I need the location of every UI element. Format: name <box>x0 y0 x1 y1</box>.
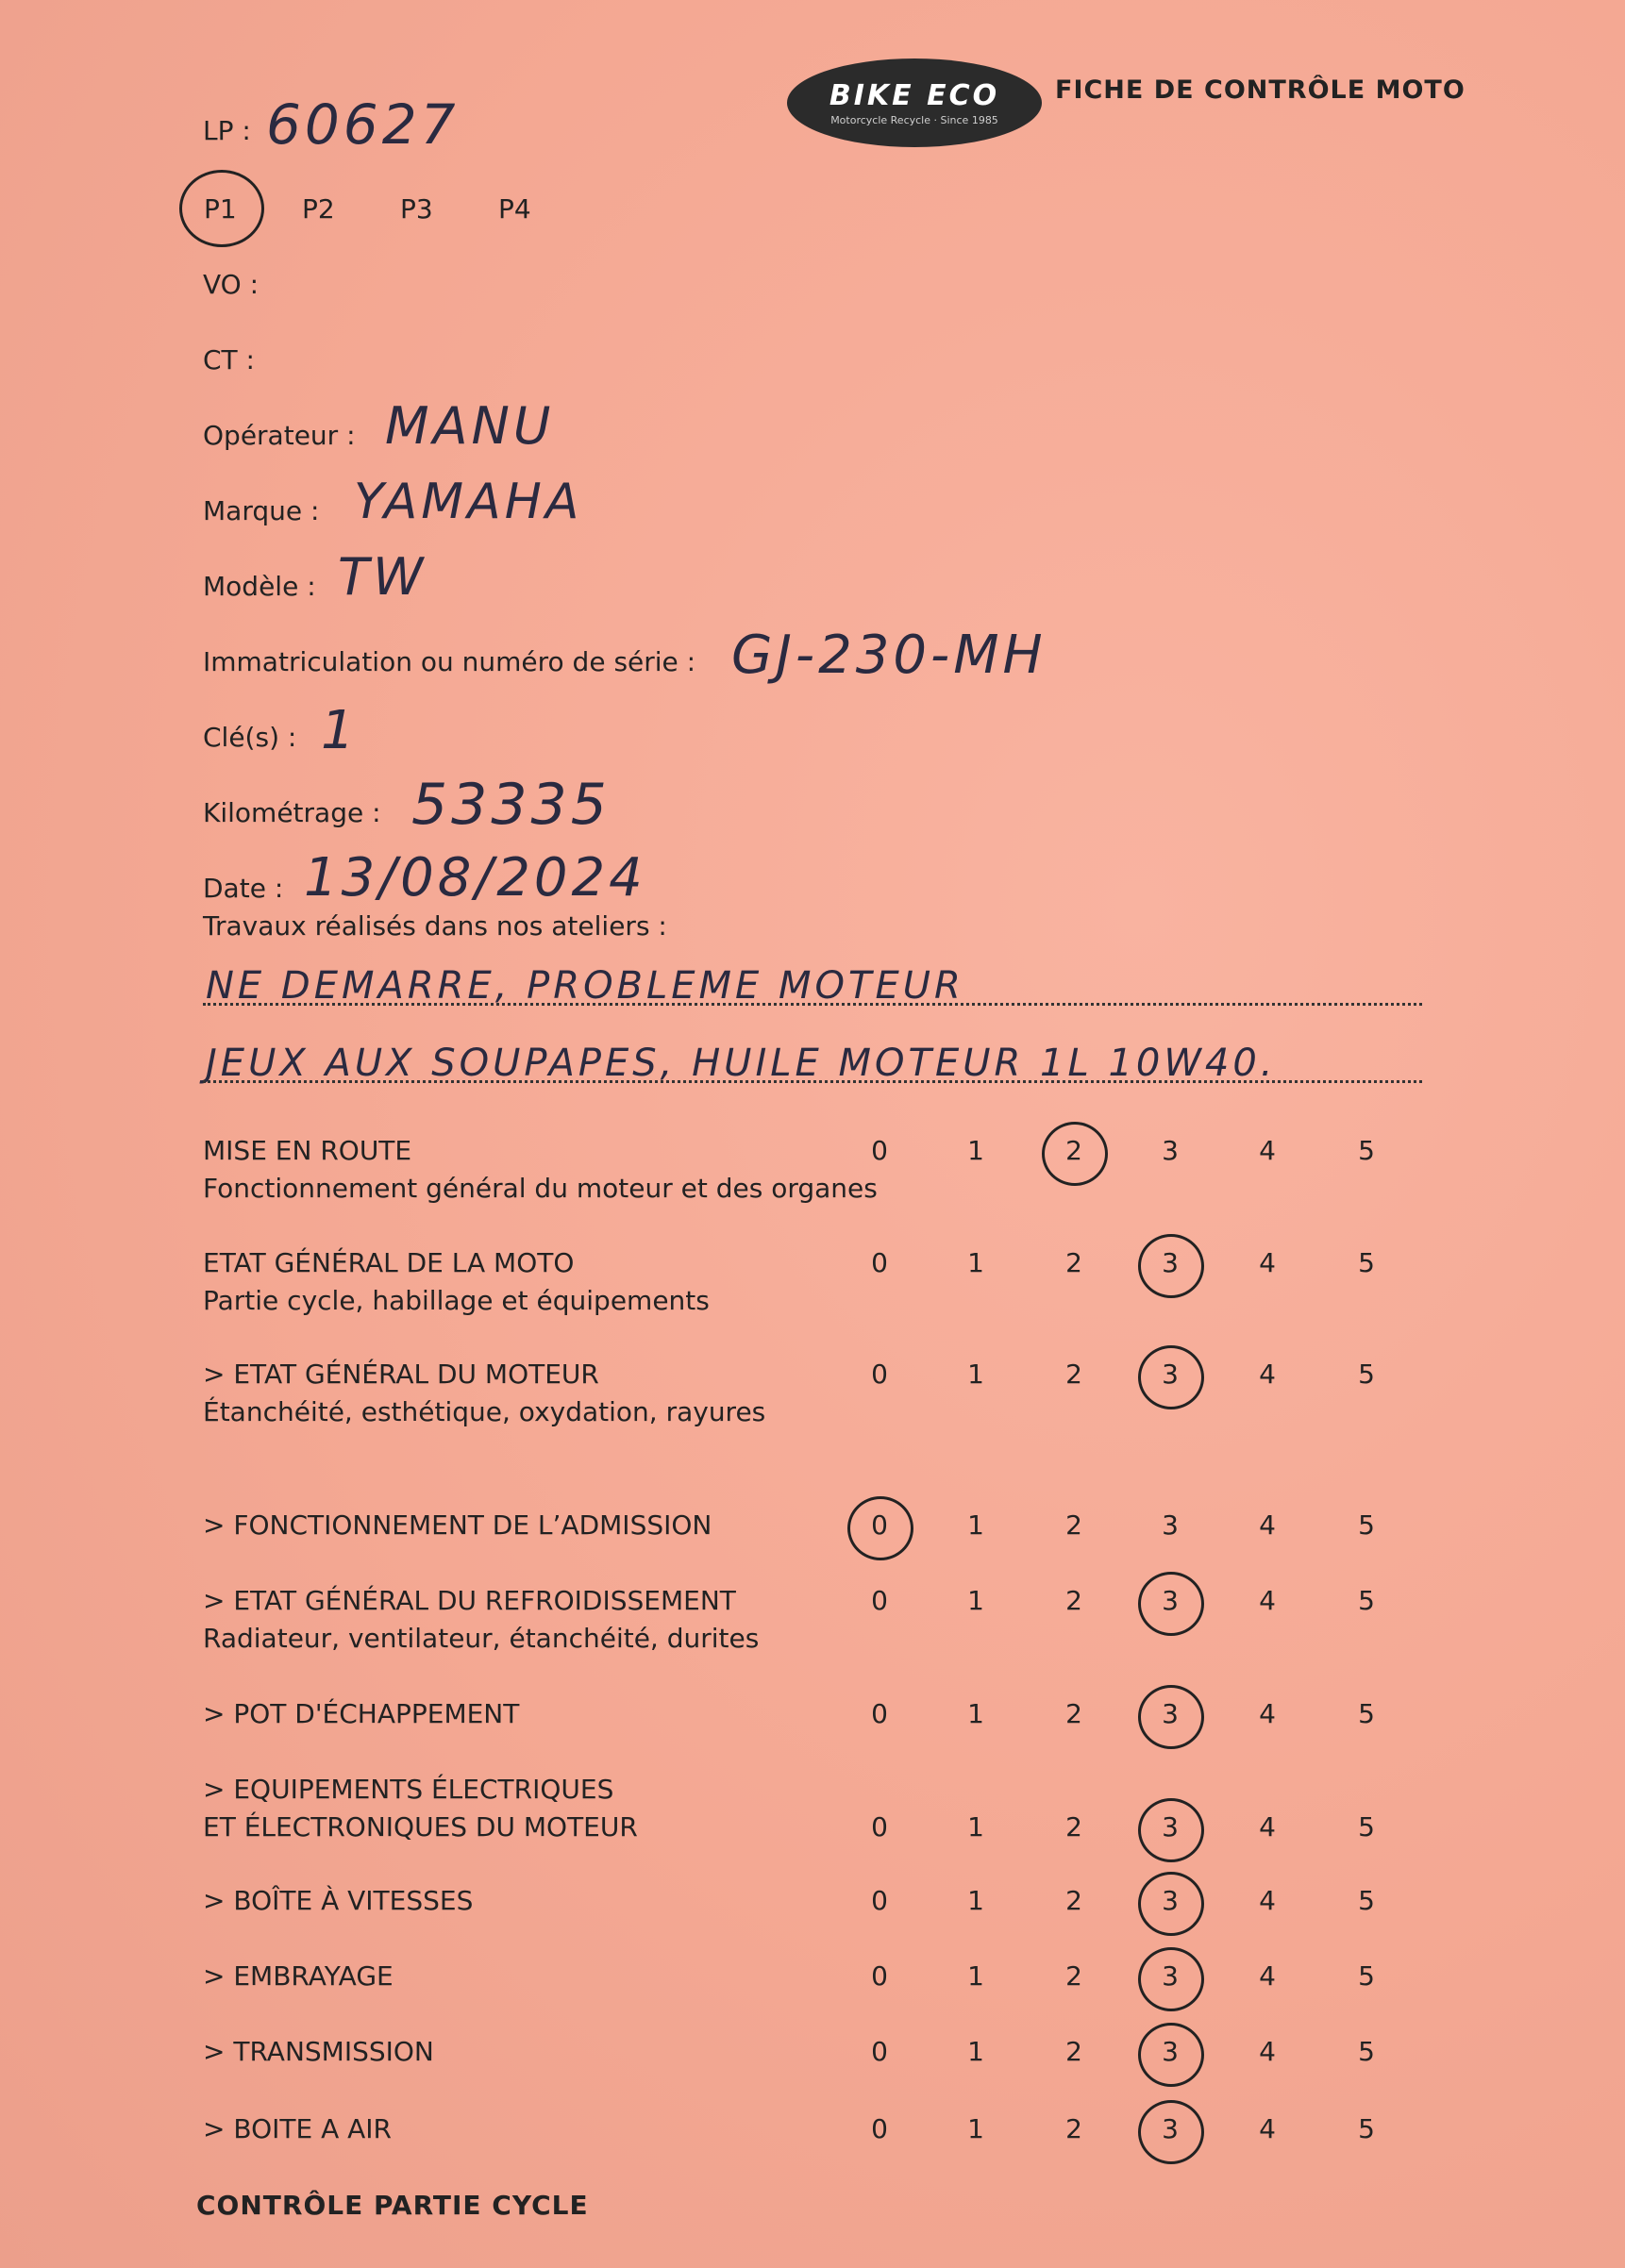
date-label: Date : <box>203 873 284 904</box>
check-score-option[interactable]: 1 <box>967 1247 984 1278</box>
check-score-option[interactable]: 1 <box>967 1811 984 1843</box>
check-title: > ETAT GÉNÉRAL DU MOTEUR <box>203 1359 599 1390</box>
model-label: Modèle : <box>203 571 316 602</box>
check-score-selected[interactable]: 3 <box>1151 1885 1189 1916</box>
check-score-option[interactable]: 0 <box>871 2036 888 2067</box>
check-score-selected[interactable]: 3 <box>1151 1359 1189 1390</box>
check-score-option[interactable]: 2 <box>1065 1885 1082 1916</box>
brand-label: Marque : <box>203 495 320 526</box>
check-score-selected[interactable]: 0 <box>861 1509 898 1541</box>
form-title: FICHE DE CONTRÔLE MOTO <box>1055 75 1466 105</box>
check-description: ET ÉLECTRONIQUES DU MOTEUR <box>203 1811 638 1843</box>
check-title: > EQUIPEMENTS ÉLECTRIQUES <box>203 1774 614 1805</box>
check-score-option[interactable]: 3 <box>1162 1509 1179 1541</box>
works-label: Travaux réalisés dans nos ateliers : <box>203 910 667 942</box>
check-score-selected[interactable]: 3 <box>1151 1811 1189 1843</box>
check-score-option[interactable]: 1 <box>967 2036 984 2067</box>
check-score-option[interactable]: 2 <box>1065 2113 1082 2144</box>
check-score-option[interactable]: 1 <box>967 1135 984 1166</box>
check-score-option[interactable]: 1 <box>967 2113 984 2144</box>
works-line-1: NE DEMARRE, PROBLEME MOTEUR <box>206 964 964 1008</box>
check-score-selected[interactable]: 2 <box>1055 1135 1093 1166</box>
check-score-option[interactable]: 4 <box>1259 1135 1276 1166</box>
check-score-option[interactable]: 2 <box>1065 1247 1082 1278</box>
check-score-option[interactable]: 2 <box>1065 2036 1082 2067</box>
mileage-label: Kilométrage : <box>203 797 381 828</box>
ct-label: CT : <box>203 344 255 375</box>
check-score-option[interactable]: 5 <box>1358 1585 1375 1616</box>
registration-label: Immatriculation ou numéro de série : <box>203 646 696 677</box>
check-title: > EMBRAYAGE <box>203 1960 394 1992</box>
check-score-option[interactable]: 4 <box>1259 1247 1276 1278</box>
logo-subtitle: Motorcycle Recycle · Since 1985 <box>830 114 998 126</box>
check-score-option[interactable]: 4 <box>1259 2036 1276 2067</box>
check-score-option[interactable]: 1 <box>967 1585 984 1616</box>
check-score-option[interactable]: 2 <box>1065 1811 1082 1843</box>
section-title-cycle: CONTRÔLE PARTIE CYCLE <box>196 2190 589 2221</box>
date-value: 13/08/2024 <box>304 847 646 909</box>
check-description: Radiateur, ventilateur, étanchéité, durites <box>203 1623 760 1654</box>
check-score-option[interactable]: 3 <box>1162 1135 1179 1166</box>
bike-eco-logo <box>787 58 1042 147</box>
check-description: Étanchéité, esthétique, oxydation, rayures <box>203 1396 766 1427</box>
check-score-option[interactable]: 4 <box>1259 1811 1276 1843</box>
check-score-option[interactable]: 0 <box>871 1585 888 1616</box>
check-score-option[interactable]: 5 <box>1358 1960 1375 1992</box>
model-value: TW <box>338 547 427 607</box>
check-score-option[interactable]: 2 <box>1065 1509 1082 1541</box>
check-score-option[interactable]: 2 <box>1065 1359 1082 1390</box>
lp-label: LP : <box>203 115 251 146</box>
check-score-option[interactable]: 5 <box>1358 1359 1375 1390</box>
check-score-option[interactable]: 4 <box>1259 1698 1276 1729</box>
check-title: > BOÎTE À VITESSES <box>203 1885 474 1916</box>
check-score-option[interactable]: 5 <box>1358 1135 1375 1166</box>
check-score-option[interactable]: 2 <box>1065 1698 1082 1729</box>
works-dotted-line-1 <box>203 1003 1422 1006</box>
lp-value: 60627 <box>266 92 460 157</box>
check-score-option[interactable]: 0 <box>871 1885 888 1916</box>
check-score-selected[interactable]: 3 <box>1151 2113 1189 2144</box>
check-score-option[interactable]: 5 <box>1358 1509 1375 1541</box>
check-title: > BOITE A AIR <box>203 2113 392 2144</box>
check-score-option[interactable]: 5 <box>1358 2036 1375 2067</box>
check-title: > ETAT GÉNÉRAL DU REFROIDISSEMENT <box>203 1585 736 1616</box>
position-p4: P4 <box>498 193 531 225</box>
check-title: ETAT GÉNÉRAL DE LA MOTO <box>203 1247 575 1278</box>
position-p2: P2 <box>302 193 335 225</box>
check-score-selected[interactable]: 3 <box>1151 1247 1189 1278</box>
check-score-option[interactable]: 0 <box>871 1811 888 1843</box>
check-score-option[interactable]: 2 <box>1065 1585 1082 1616</box>
check-score-option[interactable]: 4 <box>1259 2113 1276 2144</box>
operator-value: MANU <box>385 396 555 456</box>
mileage-value: 53335 <box>411 772 611 838</box>
check-score-option[interactable]: 4 <box>1259 1509 1276 1541</box>
works-line-2: JEUX AUX SOUPAPES, HUILE MOTEUR 1L 10W40. <box>206 1042 1277 1085</box>
check-score-option[interactable]: 5 <box>1358 1885 1375 1916</box>
check-score-option[interactable]: 1 <box>967 1359 984 1390</box>
check-score-option[interactable]: 0 <box>871 1135 888 1166</box>
check-score-option[interactable]: 5 <box>1358 1811 1375 1843</box>
check-score-option[interactable]: 5 <box>1358 1698 1375 1729</box>
check-score-option[interactable]: 5 <box>1358 1247 1375 1278</box>
check-description: Fonctionnement général du moteur et des organes <box>203 1173 878 1204</box>
operator-label: Opérateur : <box>203 420 356 451</box>
check-score-selected[interactable]: 3 <box>1151 1698 1189 1729</box>
keys-label: Clé(s) : <box>203 722 297 753</box>
check-score-option[interactable]: 1 <box>967 1885 984 1916</box>
check-score-selected[interactable]: 3 <box>1151 1960 1189 1992</box>
check-score-option[interactable]: 0 <box>871 2113 888 2144</box>
vo-label: VO : <box>203 269 260 300</box>
check-score-option[interactable]: 0 <box>871 1698 888 1729</box>
check-title: > TRANSMISSION <box>203 2036 434 2067</box>
check-score-selected[interactable]: 3 <box>1151 2036 1189 2067</box>
logo-title: BIKE ECO <box>829 79 1000 112</box>
check-score-option[interactable]: 0 <box>871 1960 888 1992</box>
brand-value: YAMAHA <box>354 474 583 530</box>
check-title: > POT D'ÉCHAPPEMENT <box>203 1698 520 1729</box>
check-score-option[interactable]: 0 <box>871 1359 888 1390</box>
check-score-option[interactable]: 2 <box>1065 1960 1082 1992</box>
check-description: Partie cycle, habillage et équipements <box>203 1285 710 1316</box>
check-score-option[interactable]: 1 <box>967 1509 984 1541</box>
works-dotted-line-2 <box>203 1080 1422 1083</box>
check-title: MISE EN ROUTE <box>203 1135 412 1166</box>
keys-value: 1 <box>321 700 359 761</box>
check-score-option[interactable]: 4 <box>1259 1359 1276 1390</box>
check-title: > FONCTIONNEMENT DE L’ADMISSION <box>203 1509 712 1541</box>
check-score-option[interactable]: 1 <box>967 1698 984 1729</box>
position-p1: P1 <box>204 193 237 225</box>
check-score-option[interactable]: 4 <box>1259 1960 1276 1992</box>
check-score-option[interactable]: 4 <box>1259 1885 1276 1916</box>
check-score-option[interactable]: 1 <box>967 1960 984 1992</box>
registration-value: GJ-230-MH <box>731 625 1047 686</box>
check-score-option[interactable]: 5 <box>1358 2113 1375 2144</box>
check-score-option[interactable]: 4 <box>1259 1585 1276 1616</box>
check-score-option[interactable]: 0 <box>871 1247 888 1278</box>
check-score-selected[interactable]: 3 <box>1151 1585 1189 1616</box>
position-p3: P3 <box>400 193 433 225</box>
